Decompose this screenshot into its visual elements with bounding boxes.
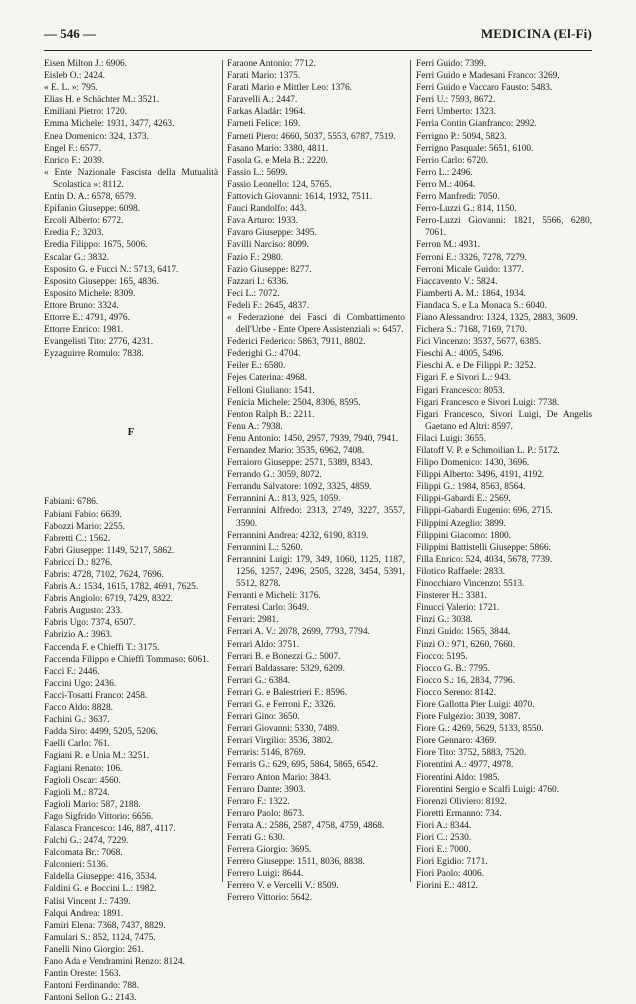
letter-heading: F <box>127 426 135 439</box>
index-entry: Ferrari G.: 6384. <box>227 675 291 686</box>
index-entry: Filaci Luigi: 3655. <box>416 433 487 444</box>
index-entry: Ferro-Luzzi G.: 814, 1150. <box>416 204 517 215</box>
index-entry: Fiore Gennaro: 4369. <box>416 736 497 747</box>
index-column-1 <box>44 58 218 1004</box>
index-entry: Ferri Guido e Vaccaro Fausto: 5483. <box>416 83 553 94</box>
index-entry: Ferro L.: 2496. <box>416 167 473 178</box>
index-entry: Fiocco G. B.: 7795. <box>416 663 490 674</box>
index-entry: Eredia F.: 3203. <box>44 228 104 239</box>
index-entry: Ferria Contin Gianfranco: 2992. <box>416 119 537 130</box>
index-entry: Filatoff V. P. e Schmoilian L. P.: 5172. <box>416 446 560 456</box>
index-entry: Fassio L.: 5699. <box>227 167 288 178</box>
index-entry: Figari Francesco: 8053. <box>416 385 505 396</box>
index-entry: Ferrero Luigi: 8644. <box>227 869 304 880</box>
column-divider <box>222 60 223 882</box>
index-entry: Famulari S.: 852, 1124, 7475. <box>44 932 156 943</box>
index-entry: Fabris Angiolo: 6719, 7429, 8322. <box>44 594 173 605</box>
index-entry: Ferrari A. V.: 2078, 2699, 7793, 7794. <box>227 627 370 638</box>
index-entry: Finzi O.: 971, 6260, 7660. <box>416 639 515 650</box>
index-entry: Fazio Giuseppe: 8277. <box>227 264 312 275</box>
index-entry: Faccini Ugo: 2436. <box>44 678 117 689</box>
index-entry: Feiler E.: 6580. <box>227 361 286 372</box>
index-entry: Ferraro F.: 1322. <box>227 796 290 807</box>
index-entry: Elias H. e Schächter M.: 3521. <box>44 95 160 106</box>
header-rule <box>44 50 592 51</box>
index-entry: Ferrio Carlo: 6720. <box>416 155 489 166</box>
index-entry: Fantin Oreste: 1563. <box>44 969 121 980</box>
index-entry: Filippini Giacomo: 1800. <box>416 530 512 541</box>
index-entry: Ferrari: 2981. <box>227 615 279 626</box>
index-entry: Filippi-Gabardi Eugenio: 696, 2715. <box>416 506 553 517</box>
index-entry: Farati Mario: 1375. <box>227 71 301 82</box>
index-entry: Fichera S.: 7168, 7169, 7170. <box>416 325 527 336</box>
index-entry: Finzi Guido: 1565, 3844. <box>416 627 511 638</box>
index-entry: Fabricci D.: 8276. <box>44 557 113 568</box>
index-entry: Ferranti e Micheli: 3176. <box>227 591 321 602</box>
index-entry: Ettorre Enrico: 1981. <box>44 325 124 336</box>
index-entry: Finocchiaro Vincenzo: 5513. <box>416 579 525 590</box>
index-entry: Falisi Vincent J.: 7439. <box>44 896 131 907</box>
index-entry: Fiano Alessandro: 1324, 1325, 2883, 3609. <box>416 312 578 323</box>
index-entry: Fano Ada e Vendramini Renzo: 8124. <box>44 957 185 967</box>
index-entry: Fiorentini A.: 4977, 4978. <box>416 760 514 771</box>
index-entry: Ferrati G.: 630. <box>227 833 285 843</box>
index-entry: Faldini G. e Boccini L.: 1982. <box>44 884 157 895</box>
index-entry: Fiori A.: 8344. <box>416 820 472 831</box>
index-entry: Fiamberti A. M.: 1864, 1934. <box>416 288 526 299</box>
index-entry: Falconieri: 5136. <box>44 860 109 871</box>
index-entry: Ferron M.: 4931. <box>416 240 481 251</box>
index-entry: Fenu Antonio: 1450, 2957, 7939, 7940, 7941. <box>227 433 399 444</box>
index-entry: Ferri Guido e Madesani Franco: 3269. <box>416 71 560 82</box>
index-entry: Faelli Carlo: 761. <box>44 739 110 750</box>
index-entry: Fiore Tito: 3752, 5883, 7520. <box>416 748 527 759</box>
index-entry: Fellonì Giuliano: 1541. <box>227 385 315 396</box>
index-entry: Fagioli M.: 8724. <box>44 787 110 798</box>
index-entry: Fiandaca S. e La Monaca S.: 6040. <box>416 300 547 311</box>
index-entry: Fagioli Oscar: 4560. <box>44 775 121 786</box>
index-entry: Fauci Randolfo: 443. <box>227 204 307 215</box>
index-entry: Ferrari Aldo: 3751. <box>227 639 300 650</box>
index-entry: Ferro M.: 4064. <box>416 179 476 190</box>
index-entry: Fabretti C.: 1562. <box>44 533 111 544</box>
index-entry: Finucci Valerio: 1721. <box>416 603 500 614</box>
index-entry: Federici Federico: 5863, 7911, 8802. <box>227 337 366 348</box>
index-entry: Entin D. A.: 6578, 6579. <box>44 192 137 203</box>
index-entry: Filippi-Gabardi E.: 2569. <box>416 494 511 505</box>
index-entry: Ferraro Dante: 3903. <box>227 784 306 795</box>
index-entry: Filotico Raffaele: 2833. <box>416 566 506 577</box>
index-entry: Ferrigno Pasquale: 5651, 6100. <box>416 143 534 154</box>
index-entry: Finsterer H.: 3381. <box>416 591 487 602</box>
index-entry: Ferrannini Luigi: 179, 349, 1060, 1125, 1187, 1256, 1257, 2496, 2505, 3228, 3454, 5391, 5512, 8278. <box>227 554 405 590</box>
index-entry: Ferraioro Giuseppe: 2571, 5389, 8343. <box>227 458 373 469</box>
index-entry: Fazio F.: 2980. <box>227 252 284 263</box>
index-entry: Farneti Felice: 169. <box>227 119 301 130</box>
index-entry: Ferri Umberto: 1323. <box>416 107 496 118</box>
index-entry: Farneti Piero: 4660, 5037, 5553, 6787, 7519. <box>227 131 396 142</box>
index-entry: Eyzaguirre Romulo: 7838. <box>44 349 144 360</box>
index-entry: Fava Arturo: 1933. <box>227 216 299 227</box>
index-entry: Ferrari Giovanni: 5330, 7489. <box>227 724 340 735</box>
index-entry: Ferrero V. e Vercelli V.: 8509. <box>227 881 339 892</box>
index-entry: Fieschi A. e De Filippi P.: 3252. <box>416 361 537 372</box>
index-entry: Fenicia Michele: 2504, 8306, 8595. <box>227 397 361 408</box>
index-entry: Ferrari Baldassare: 5329, 6209. <box>227 663 345 674</box>
index-entry: Faccenda Filippo e Chieffi Tommaso: 6061. <box>44 654 210 665</box>
index-entry: Fieschi A.: 4005, 5496. <box>416 349 504 360</box>
index-entry: Fiori E.: 7000. <box>416 845 471 856</box>
index-entry: Ferrannini Alfredo: 2313, 2749, 3227, 3557, 3590. <box>227 506 405 529</box>
index-entry: Falasca Francesco: 146, 887, 4117. <box>44 823 176 834</box>
index-entry: Fenu A.: 7938. <box>227 421 283 432</box>
index-entry: Fabiani: 6786. <box>44 497 99 508</box>
index-entry: Fagiani R. e Unia M.: 3251. <box>44 751 150 762</box>
index-entry: Ferratesi Carlo: 3649. <box>227 603 310 614</box>
index-entry: Fiori Egidio: 7171. <box>416 857 488 868</box>
index-column-2 <box>227 58 405 905</box>
index-entry: Ferrera Giorgio: 3695. <box>227 845 312 856</box>
index-entry: Ferrari G. e Balestrieri F.: 8596. <box>227 687 348 698</box>
index-entry: Fago Sigfrido Vittorio: 6656. <box>44 811 154 822</box>
index-entry: Ferroni E.: 3326, 7278, 7279. <box>416 252 527 263</box>
index-entry: Favaro Giuseppe: 3495. <box>227 228 317 239</box>
index-entry: Filippini Battistelli Giuseppe: 5866. <box>416 542 551 553</box>
index-entry: Falchi G.: 2474, 7229. <box>44 836 129 847</box>
index-entry: Eisen Milton J.: 6906. <box>44 59 128 69</box>
index-entry: Fachini G.: 3637. <box>44 715 110 726</box>
index-entry: Fantoni Ferdinando: 788. <box>44 981 140 992</box>
index-entry: Ferraris G.: 629, 695, 5864, 5865, 6542. <box>227 760 379 771</box>
index-entries-e <box>44 58 218 360</box>
index-entry: Fabiani Fabio: 6639. <box>44 509 122 520</box>
index-entry: Fabris: 4728, 7102, 7624, 7696. <box>44 570 164 580</box>
index-entry: Eredia Filippo: 1675, 5006. <box>44 240 148 251</box>
index-entry: Fiorenzi Oliviero: 8192. <box>416 796 507 807</box>
index-entry: Ferrannini Andrea: 4232, 6190, 8319. <box>227 530 369 541</box>
index-entry: Evangelisti Tito: 2776, 4231. <box>44 337 154 348</box>
index-entry: Farati Mario e Mittler Leo: 1376. <box>227 83 352 94</box>
index-entry: Emma Michele: 1931, 3477, 4263. <box>44 119 175 130</box>
index-entry: Filippi G.: 1984, 8563, 8564. <box>416 482 526 493</box>
index-entry: Fabri Giuseppe: 1149, 5217, 5862. <box>44 545 175 556</box>
index-entry: Escalar G.: 3832. <box>44 252 110 263</box>
index-entries-f <box>44 496 218 1004</box>
index-entry: Faraone Antonio: 7712. <box>227 59 316 69</box>
index-entry: Filipo Domenico: 1430, 3696. <box>416 458 530 469</box>
index-entry: Filippini Azeglio: 3899. <box>416 518 506 529</box>
index-entry: Fabris Ugo: 7374, 6507. <box>44 618 136 629</box>
index-entry: « E. L. »: 795. <box>44 83 98 94</box>
index-entry: Fiore Fulgezio: 3039, 3087. <box>416 712 521 723</box>
index-entry: Faldella Giuseppe: 416, 3534. <box>44 872 157 883</box>
index-entry: Epifanio Giuseppe: 6098. <box>44 204 141 215</box>
index-entry: Fiore G.: 4269, 5629, 5133, 8550. <box>416 724 544 735</box>
index-entry: Fenton Ralph B.: 2211. <box>227 409 315 420</box>
index-entry: Fabris Augusto: 233. <box>44 606 123 617</box>
index-entry: Ferrannini L.: 5260. <box>227 542 303 553</box>
index-entry: Fagiani Renato: 106. <box>44 763 123 774</box>
index-entry: Filippi Alberto: 3496, 4191, 4192. <box>416 470 545 481</box>
index-entry: Esposito Giuseppe: 165, 4836. <box>44 276 159 287</box>
index-entry: Fiorini E.: 4812. <box>416 881 478 892</box>
index-entry: Enea Domenico: 324, 1373. <box>44 131 149 142</box>
index-entry: Fiori C.: 2530. <box>416 833 472 843</box>
index-entry: « Ente Nazionale Fascista della Mutualità Scolastica »: 8112. <box>44 167 218 190</box>
index-entry: Fabozzi Mario: 2255. <box>44 521 125 532</box>
index-entry: Fattovich Giovanni: 1614, 1932, 7511. <box>227 192 373 203</box>
index-entry: Fioretti Ermanno: 734. <box>416 808 502 819</box>
index-entry: Fazzari I.: 6336. <box>227 276 289 287</box>
index-entry: Fabris A.: 1534, 1615, 1782, 4691, 7625. <box>44 582 199 593</box>
index-entry: Ferrari G. e Ferroni F.: 3326. <box>227 699 336 710</box>
index-entry: Fiocco S.: 16, 2834, 7796. <box>416 675 515 686</box>
index-entry: Fiaccavento V.: 5824. <box>416 276 498 287</box>
index-entry: Ettore Bruno: 3324. <box>44 300 119 311</box>
index-entry: Famiri Elena: 7368, 7437, 8829. <box>44 920 166 931</box>
section-title: MEDICINA (El-Fi) <box>480 26 592 41</box>
page-number: — 546 — <box>44 26 96 41</box>
index-entry: Fanelli Nino Giorgio: 261. <box>44 944 144 955</box>
index-entry: Engel F.: 6577. <box>44 143 102 154</box>
index-entry: Figari F. e Sivori L.: 943. <box>416 373 512 384</box>
index-entry: Fiorentini Sergio e Scalfi Luigi: 4760. <box>416 784 560 795</box>
index-entry: Faravelli A.: 2447. <box>227 95 298 106</box>
index-entry: Falcomata Br.: 7068. <box>44 848 123 859</box>
index-entry: Ettorre E.: 4791, 4976. <box>44 312 130 323</box>
index-entry: Ferraro Anton Mario: 3843. <box>227 772 332 783</box>
index-column-3 <box>416 58 592 892</box>
index-entry: Faccenda F. e Chieffi T.: 3175. <box>44 642 160 653</box>
index-entry: Ferrando G.: 3059, 8072. <box>227 470 322 481</box>
index-entry: Ferrero Giuseppe: 1511, 8036, 8838. <box>227 857 365 868</box>
index-entry: Fernandez Mario: 3535, 6962, 7408. <box>227 446 365 456</box>
index-entry: Fiore Gallotta Pier Luigi: 4070. <box>416 699 535 710</box>
index-entry: Finzi G.: 3038. <box>416 615 473 626</box>
index-entry: Figari Francesco, Sivori Luigi, De Angelis Gaetano ed Altri: 8597. <box>416 409 592 432</box>
index-entry: Fejes Caterina: 4968. <box>227 373 307 384</box>
index-entry: Ferrannini A.: 813, 925, 1059. <box>227 494 341 505</box>
index-entry: « Federazione dei Fasci di Combattimento dell'Urbe - Ente Opere Assistenziali »: 6457. <box>227 312 405 336</box>
index-entry: Ercoli Alberto: 6772. <box>44 216 124 227</box>
index-entry: Ferrata A.: 2586, 2587, 4758, 4759, 4868. <box>227 820 385 831</box>
index-entry: Ferraro Paolo: 8673. <box>227 808 305 819</box>
index-entry: Fantoni Sellon G.: 2143. <box>44 993 137 1004</box>
index-entry: Ferro-Luzzi Giovanni: 1821, 5566, 6280, 7061. <box>416 216 592 239</box>
index-entry: Feci L.: 7072. <box>227 288 280 299</box>
index-entry: Ferraris: 5146, 8769. <box>227 748 306 759</box>
index-entry: Fici Vincenzo: 3537, 5677, 6385. <box>416 337 542 348</box>
index-entry: Fasola G. e Mela B.: 2220. <box>227 155 329 166</box>
index-entry: Fiorentini Aldo: 1985. <box>416 772 500 783</box>
index-entry: Enrico F.: 2039. <box>44 155 105 166</box>
index-entry: Ferroni Micale Guido: 1377. <box>416 264 524 275</box>
index-entry: Fadda Siro: 4499, 5205, 5206. <box>44 727 158 738</box>
index-entry: Ferrigno P.: 5094, 5823. <box>416 131 507 142</box>
index-entry: Falqui Andrea: 1891. <box>44 908 124 919</box>
index-entry: Facci F.: 2446. <box>44 666 100 677</box>
index-entry: Ferro Manfredi: 7050. <box>416 192 500 203</box>
index-entry: Ferrandu Salvatore: 1092, 3325, 4859. <box>227 482 372 493</box>
index-entry: Fiocco Sereno: 8142. <box>416 687 496 698</box>
index-entry: Ferrari Virgilio: 3536, 3802. <box>227 736 334 747</box>
index-entry: Fassio Leonello: 124, 5765. <box>227 179 332 190</box>
index-entry: Filla Enrico: 524, 4034, 5678, 7739. <box>416 554 553 565</box>
index-entry: Fedeli F.: 2645, 4837. <box>227 300 310 311</box>
index-entry: Ferri Guido: 7399. <box>416 59 487 69</box>
index-entry: Facco Aldo: 8828. <box>44 703 114 714</box>
index-entry: Fiori Paolo: 4006. <box>416 869 484 880</box>
index-entry: Ferri U.: 7593, 8672. <box>416 95 496 106</box>
index-entry: Fagioli Mario: 587, 2188. <box>44 799 141 810</box>
index-entry: Favilli Narciso: 8099. <box>227 240 310 251</box>
index-entry: Esposito G. e Fucci N.: 5713, 6417. <box>44 264 179 275</box>
index-entry: Eisleb O.: 2424. <box>44 71 105 82</box>
index-entry: Ferrero Vittorio: 5642. <box>227 893 312 904</box>
index-entry: Ferrari B. e Bonezzi G.: 5007. <box>227 651 341 662</box>
index-entry: Farkas Aladár: 1964. <box>227 107 306 118</box>
index-entry: Ferrari Gino: 3650. <box>227 712 300 723</box>
index-entry: Esposito Michele: 8309. <box>44 288 136 299</box>
index-entry: Fabrizio A.: 3963. <box>44 630 113 641</box>
index-entry: Emiliani Pietro: 1720. <box>44 107 128 118</box>
index-entry: Facci-Tosatti Franco: 2458. <box>44 690 148 701</box>
column-divider <box>410 60 411 882</box>
page-header <box>44 26 592 44</box>
index-entry: Figari Francesco e Sivori Luigi: 7738. <box>416 397 560 408</box>
index-entry: Fasano Mario: 3380, 4811. <box>227 143 328 154</box>
index-entry: Fiocco: 5195. <box>416 651 468 662</box>
index-entry: Federighi G.: 4704. <box>227 349 301 360</box>
